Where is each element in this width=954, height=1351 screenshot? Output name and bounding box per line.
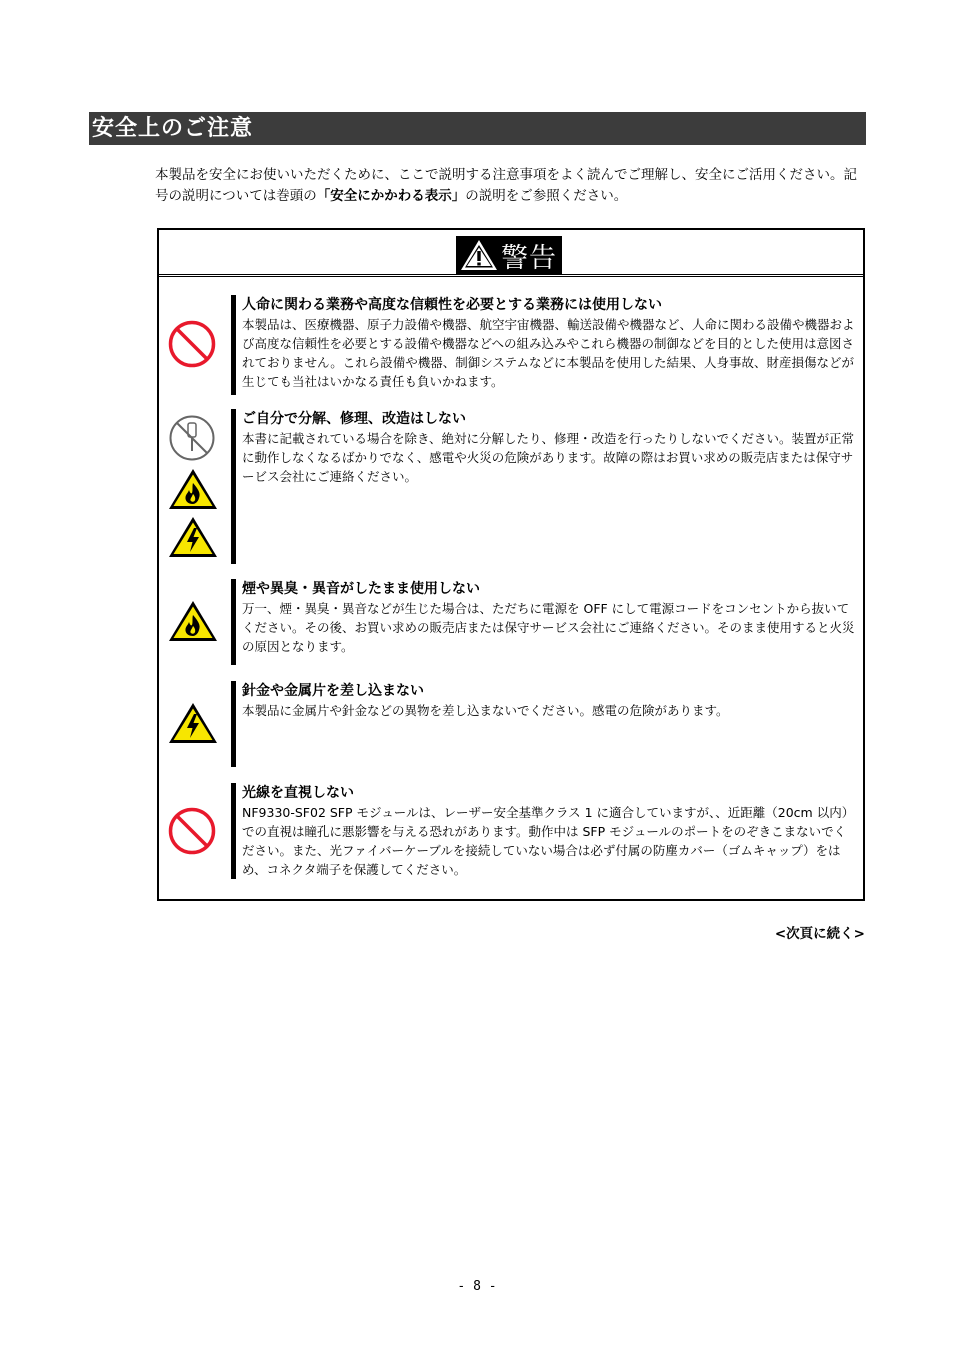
section-body: 本製品は、医療機器、原子力設備や機器、航空宇宙機器、輸送設備や機器など、人命に関わる設備や機器および高度な信頼性を必要とする設備や機器などへの組み込みやこれら機器の制御などを目的とした使用は意図されておりません。これら設備や機器、制御システムなどに本製品を使用した結果、人身事故、財産損傷などが生じても当社はいかなる責任も負いかねます。 (242, 317, 855, 389)
electric-shock-icon (167, 515, 219, 559)
icon-column (167, 599, 227, 647)
prohibition-icon (167, 806, 217, 856)
section-title: 人命に関わる業務や高度な信頼性を必要とする業務には使用しない (242, 297, 662, 313)
fire-hazard-icon (167, 467, 219, 511)
intro-text: 本製品を安全にお使いいただくために、ここで説明する注意事項をよく読んでご理解し、安全にご活用ください。記号の説明については巻頭の (155, 167, 857, 204)
icon-column (167, 701, 227, 749)
page-title: 安全上のご注意 (89, 112, 866, 145)
icon-column (167, 806, 227, 860)
prohibition-icon (167, 319, 217, 369)
fire-hazard-icon (167, 599, 219, 643)
section-title: 煙や異臭・異音がしたまま使用しない (242, 581, 480, 597)
section-body: NF9330-SF02 SFP モジュールは、レーザー安全基準クラス 1 に適合していますが、、近距離（20cm 以内）での直視は瞳孔に悪影響を与える恐れがあります。動作中は SFP モジュールのポートをのぞきこまないでください。また、光ファイバーケーブルを接続していない場合は必ず付属の防塵カバー（ゴムキャップ）をはめ、コネクタ端子を保護してください。 (242, 805, 855, 877)
warning-badge (456, 236, 562, 274)
electric-shock-icon (167, 701, 219, 745)
intro-text-end: の説明をご参照ください。 (465, 188, 628, 204)
warning-triangle-icon (459, 238, 499, 272)
icon-column (167, 319, 227, 373)
section-text (231, 681, 857, 767)
section-text (231, 409, 857, 564)
no-disassembly-icon (167, 413, 217, 463)
warning-box (157, 228, 865, 901)
section-text (231, 295, 857, 395)
section-body: 本製品に金属片や針金などの異物を差し込まないでください。感電の危険があります。 (242, 703, 729, 718)
continued-note: <次頁に続く> (774, 926, 865, 942)
page-number: - 8 - (457, 1279, 497, 1294)
icon-column (167, 413, 227, 563)
intro-emphasis: 「安全にかかわる表示」 (316, 188, 466, 204)
warning-header (159, 230, 863, 277)
warning-label: 警告 (501, 242, 557, 274)
section-title: ご自分で分解、修理、改造はしない (242, 411, 466, 427)
section-body: 本書に記載されている場合を除き、絶対に分解したり、修理・改造を行ったりしないでください。装置が正常に動作しなくなるばかりでなく、感電や火災の危険があります。故障の際はお買い求めの販売店または保守サービス会社にご連絡ください。 (242, 431, 855, 484)
section-title: 光線を直視しない (242, 785, 354, 801)
intro-paragraph (155, 165, 867, 207)
section-title: 針金や金属片を差し込まない (242, 683, 424, 699)
section-text (231, 579, 857, 665)
section-text (231, 783, 857, 879)
section-body: 万一、煙・異臭・異音などが生じた場合は、ただちに電源を OFF にして電源コードをコンセントから抜いてください。その後、お買い求めの販売店または保守サービス会社にご連絡ください。そのまま使用すると火災の原因となります。 (242, 601, 855, 654)
